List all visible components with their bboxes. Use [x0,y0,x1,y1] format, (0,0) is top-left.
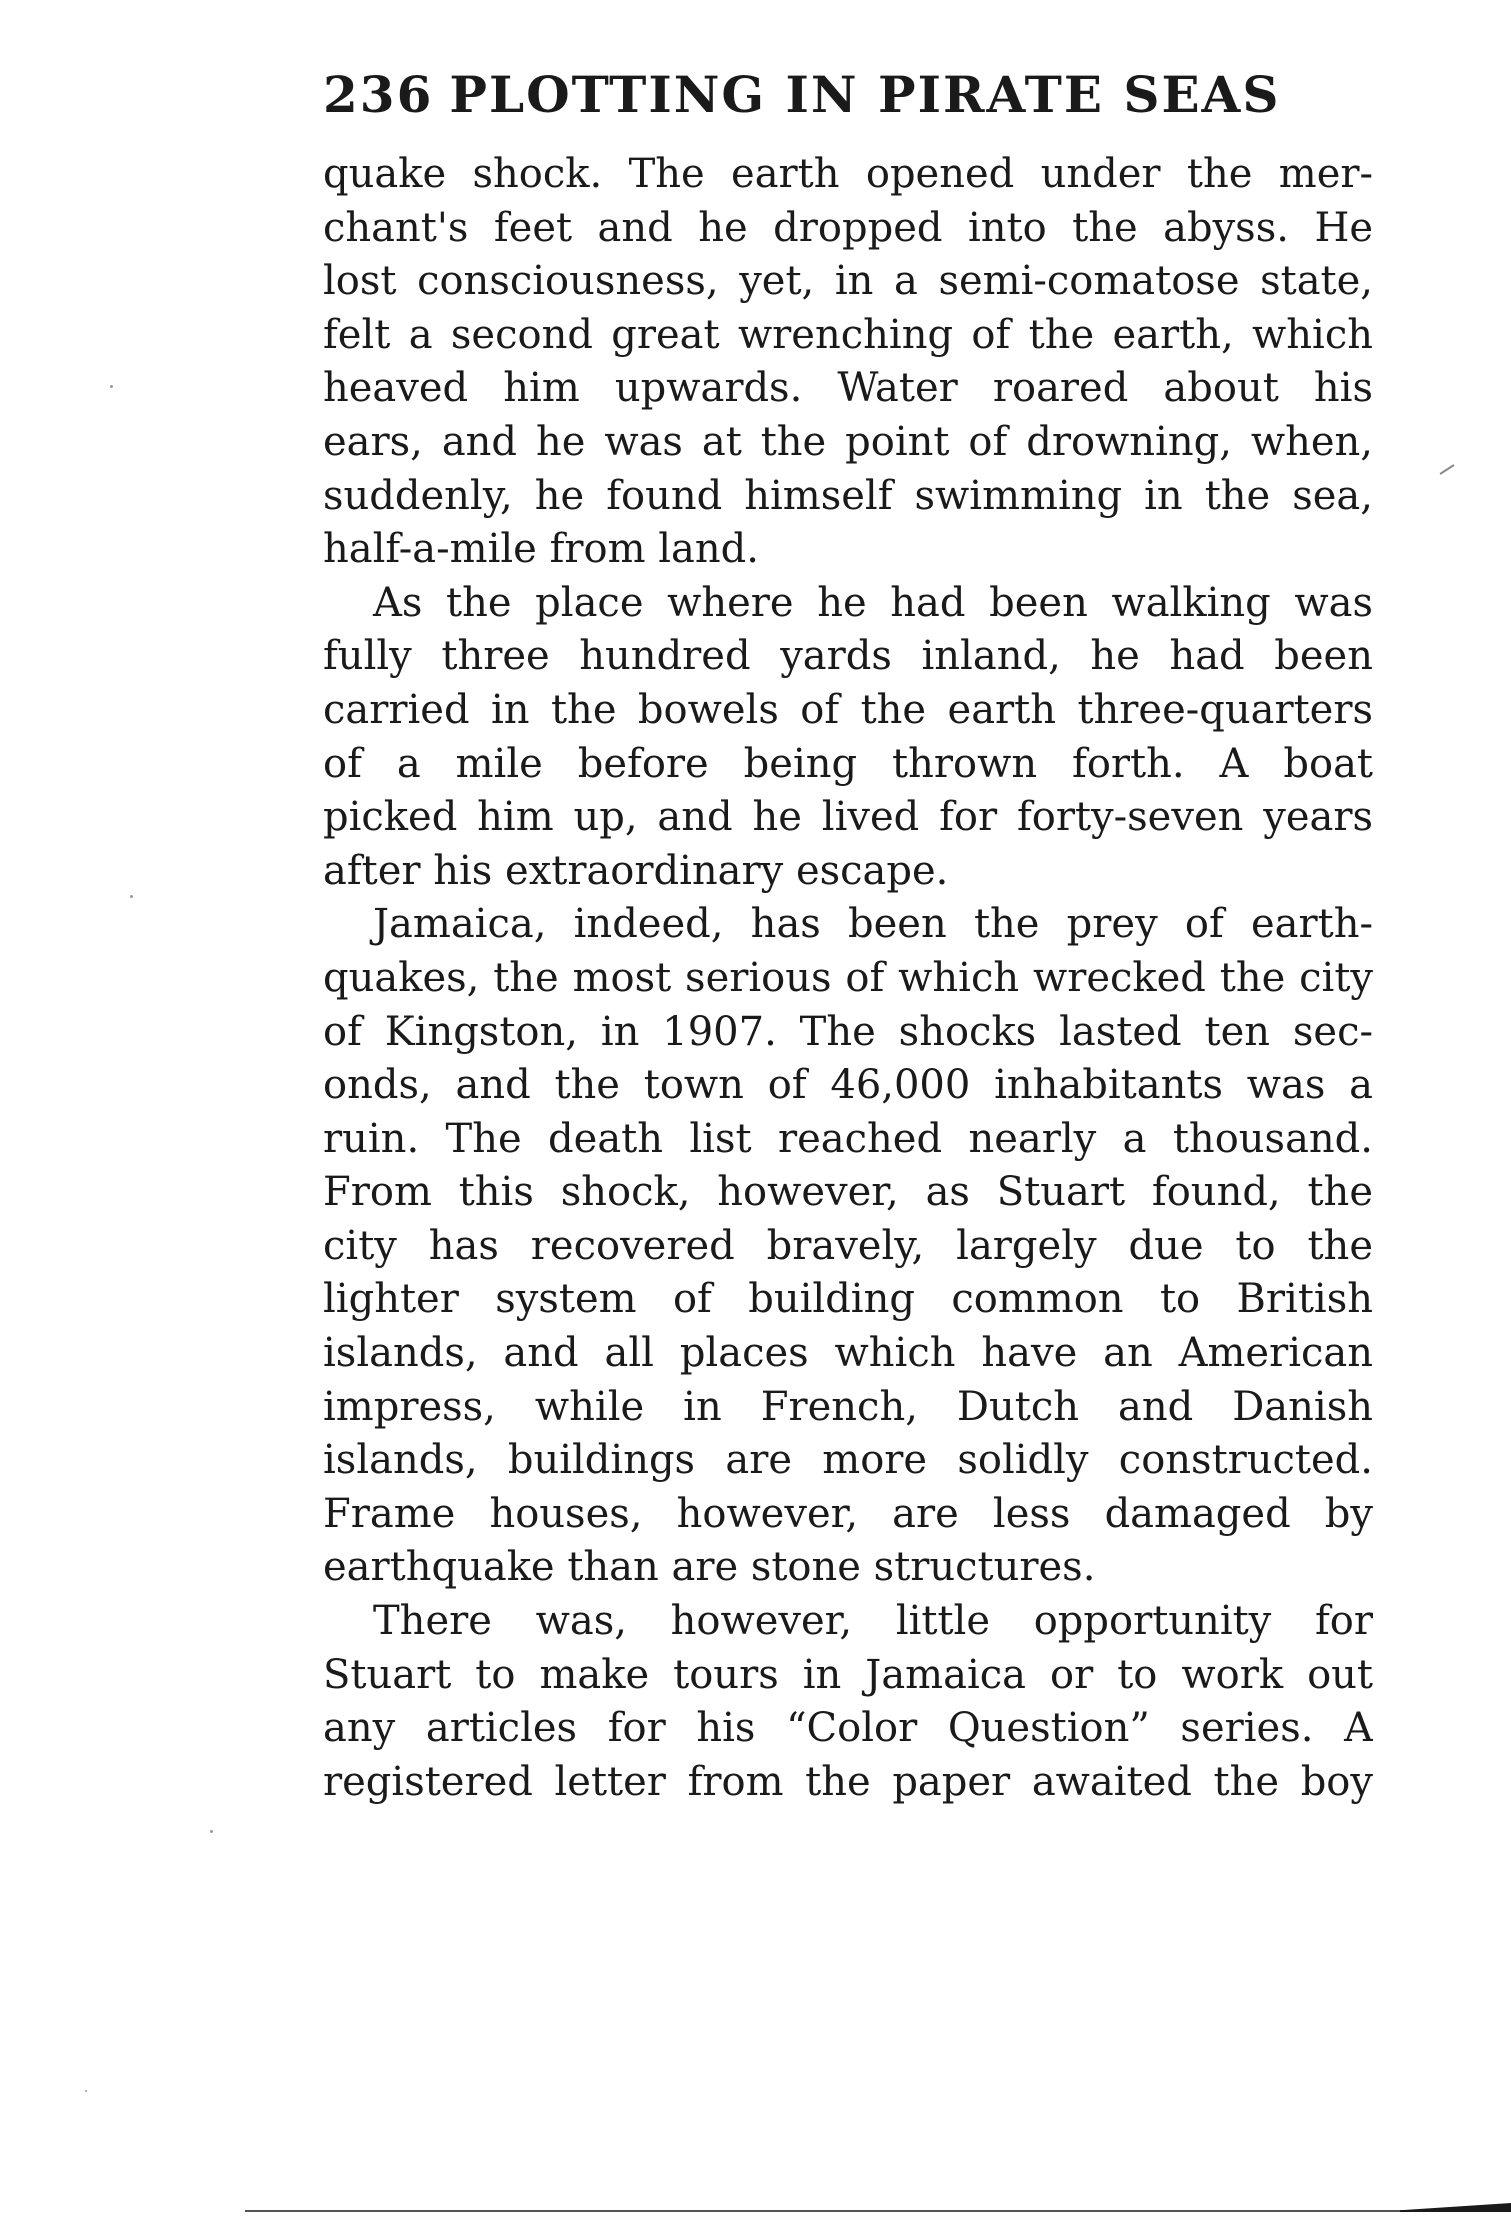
text-line: earthquake than are stone structures. [323,1544,1096,1591]
text-line: suddenly, he found himself swimming in the sea, [323,472,1373,519]
paragraph-first-line: As the place where he had been walking was [373,579,1373,626]
text-line: of Kingston, in 1907. The shocks lasted ten sec- [323,1008,1373,1055]
pencil-mark [1438,462,1458,476]
text-line: fully three hundred yards inland, he had been [323,633,1373,680]
text-line: city has recovered bravely, largely due to the [323,1222,1373,1269]
text-line: impress, while in French, Dutch and Danish [323,1383,1373,1430]
scan-speck [110,385,113,388]
running-title: PLOTTING IN PIRATE SEAS [449,65,1281,124]
scan-speck [130,895,133,898]
text-line: ruin. The death list reached nearly a thousand. [323,1115,1373,1162]
bottom-rule-mark [1400,2203,1511,2212]
scan-speck [210,1830,213,1833]
text-line: islands, and all places which have an American [323,1330,1373,1377]
scan-speck [85,2090,87,2092]
text-line: Frame houses, however, are less damaged by [323,1490,1373,1537]
text-line: From this shock, however, as Stuart found, the [323,1169,1373,1216]
text-line: quake shock. The earth opened under the mer- [323,151,1373,197]
text-line: islands, buildings are more solidly constructed. [323,1437,1373,1484]
text-line: of a mile before being thrown forth. A boat [323,740,1373,787]
text-line: lighter system of building common to British [323,1276,1373,1323]
text-line: carried in the bowels of the earth three-quarters [323,686,1373,733]
bottom-rule [245,2210,1511,2212]
text-line: quakes, the most serious of which wrecked the city [323,954,1373,1001]
text-line: ears, and he was at the point of drowning, when, [323,418,1373,465]
text-line: after his extraordinary escape. [323,847,949,894]
text-line: Stuart to make tours in Jamaica or to work out [323,1651,1373,1698]
text-line: lost consciousness, yet, in a semi-comatose state, [323,258,1373,305]
text-line: picked him up, and he lived for forty-seven years [323,794,1373,841]
text-line: any articles for his “Color Question” series. A [323,1705,1373,1752]
text-line: chant's feet and he dropped into the abyss. He [323,204,1373,251]
text-line: heaved him upwards. Water roared about his [323,365,1373,412]
text-line: onds, and the town of 46,000 inhabitants was a [323,1062,1373,1109]
page-number: 236 [323,65,434,124]
text-line: registered letter from the paper awaited the boy [323,1758,1373,1805]
running-head [323,60,1373,130]
body-text [323,148,1373,1809]
paragraph-first-line: There was, however, little opportunity for [373,1598,1373,1645]
paragraph-first-line: Jamaica, indeed, has been the prey of earth- [373,901,1373,948]
text-line: felt a second great wrenching of the earth, which [323,311,1373,358]
text-line: half-a-mile from land. [323,526,759,573]
